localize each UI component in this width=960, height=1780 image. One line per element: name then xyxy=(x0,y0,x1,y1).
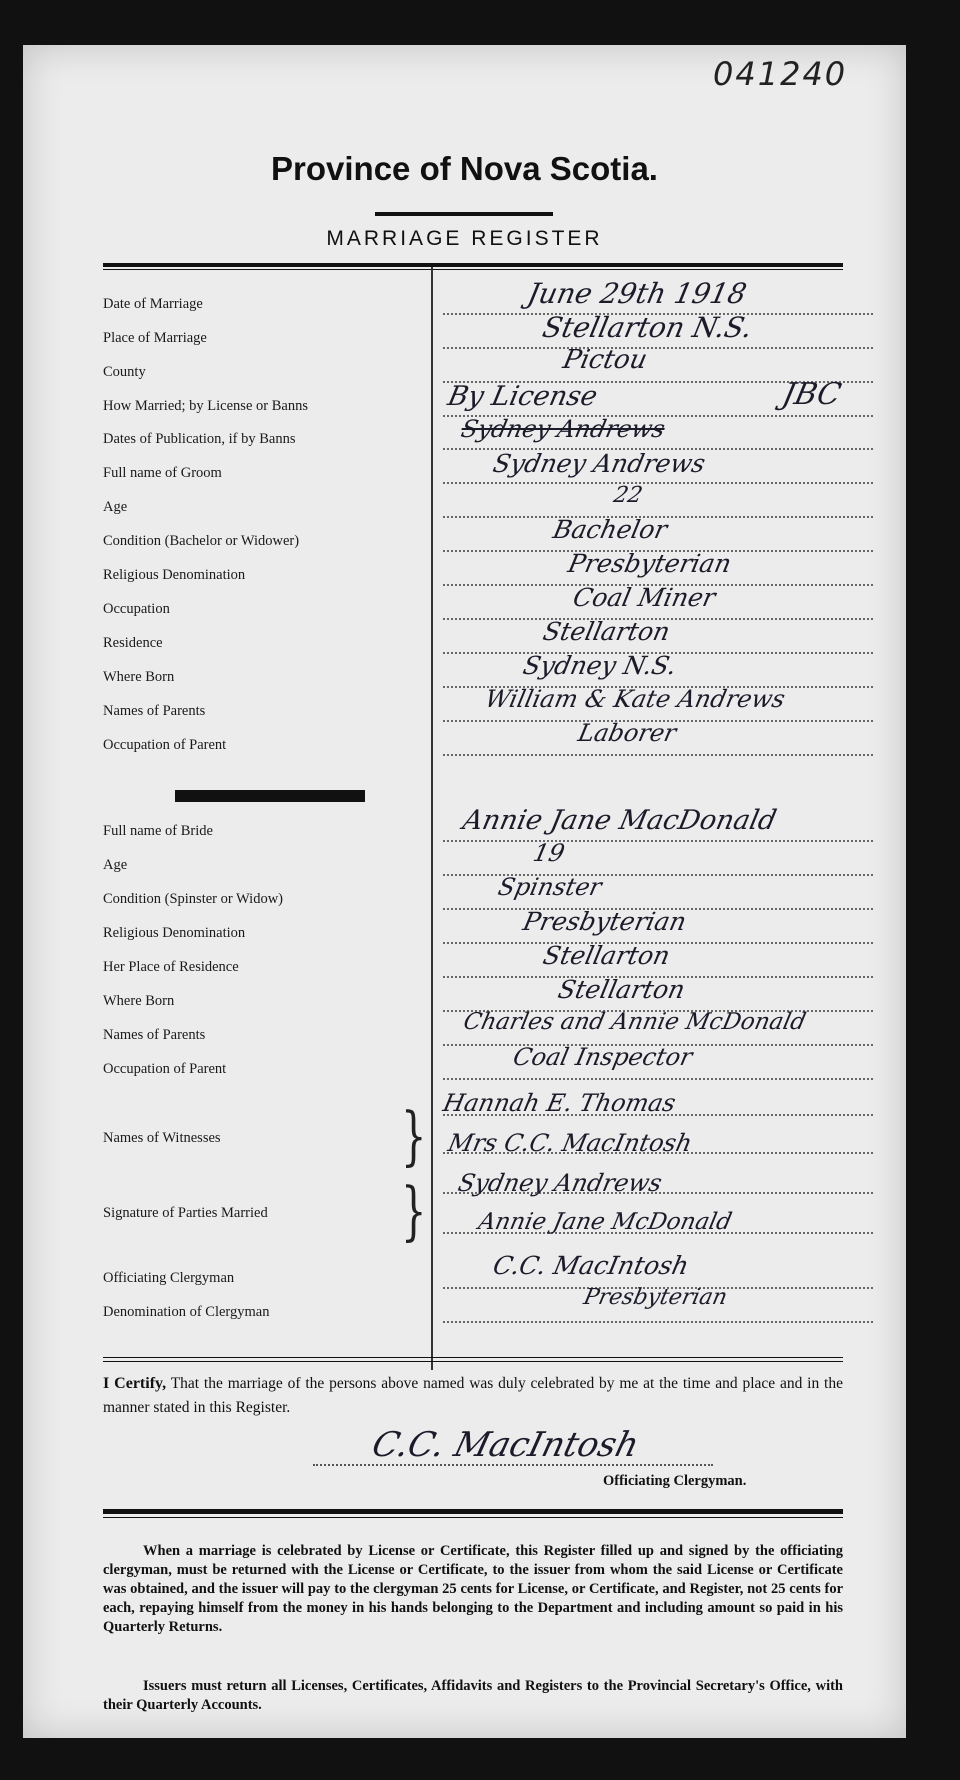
value-groom-name: Sydney Andrews xyxy=(490,449,708,478)
certify-heading: I Certify, xyxy=(103,1375,167,1392)
form-subtitle: MARRIAGE REGISTER xyxy=(326,227,603,250)
value-clergy-denomination: Presbyterian xyxy=(581,1285,730,1310)
field-label-clergy-denomination: Denomination of Clergyman xyxy=(103,1304,423,1326)
initials-mark: JBC xyxy=(779,377,845,412)
form-title: Province of Nova Scotia. xyxy=(271,150,658,187)
value-bride-where-born: Stellarton xyxy=(555,975,688,1004)
instructions-paragraph: When a marriage is celebrated by License or Certificate, this Register filled up and signed by the officiating clergyman, must be returned with the License or Certificate, to the issuer from whom the said License or Certificate was obtained, and the issuer will pay to the clergyman 25 cents for License, or Certificate, and Register, not 25 cents for each, repaying himself from the money in his hands belonging to the Department and including amount so paid in his Quarterly Returns. xyxy=(103,1543,843,1635)
field-label-witnesses: Names of Witnesses xyxy=(103,1130,393,1152)
value-witness-2: Mrs C.C. MacIntosh xyxy=(445,1129,695,1157)
value-groom-age: 22 xyxy=(611,483,645,508)
value-date-of-marriage: June 29th 1918 xyxy=(524,277,750,310)
notice-rule xyxy=(103,1509,843,1514)
field-label-county: County xyxy=(103,364,423,386)
value-place-of-marriage: Stellarton N.S. xyxy=(539,311,756,344)
field-label-clergyman: Officiating Clergyman xyxy=(103,1270,423,1292)
notice-rule-thin xyxy=(103,1517,843,1518)
field-label-how-married: How Married; by License or Banns xyxy=(103,398,423,420)
field-label-bride-parents: Names of Parents xyxy=(103,1027,423,1049)
value-bride-parent-occupation: Coal Inspector xyxy=(510,1043,695,1071)
field-label-groom-parent-occupation: Occupation of Parent xyxy=(103,737,423,759)
value-groom-parents: William & Kate Andrews xyxy=(482,685,788,713)
value-dates-of-publication: Sydney Andrews xyxy=(458,415,668,443)
field-label-groom-religion: Religious Denomination xyxy=(103,567,423,589)
value-bride-age: 19 xyxy=(530,839,568,867)
instructions-paragraph-2: Issuers must return all Licenses, Certificates, Affidavits and Registers to the Provincial Secretary's Office, with their Quarterly Accounts. xyxy=(103,1678,843,1713)
certification-statement xyxy=(103,1372,843,1420)
value-bride-religion: Presbyterian xyxy=(520,907,689,936)
field-label-dates-of-publication: Dates of Publication, if by Banns xyxy=(103,431,423,453)
column-divider xyxy=(431,267,433,1370)
field-label-bride-age: Age xyxy=(103,857,423,879)
value-witness-1: Hannah E. Thomas xyxy=(440,1089,679,1117)
certify-rule-2 xyxy=(103,1361,843,1362)
header-rule xyxy=(103,263,843,267)
value-bride-signature: Annie Jane McDonald xyxy=(476,1209,735,1235)
value-bride-condition: Spinster xyxy=(495,873,605,901)
value-bride-parents: Charles and Annie McDonald xyxy=(461,1009,809,1035)
value-how-married: By License xyxy=(445,381,601,412)
value-county: Pictou xyxy=(560,345,650,375)
value-groom-occupation: Coal Miner xyxy=(570,583,719,612)
field-label-bride-religion: Religious Denomination xyxy=(103,925,423,947)
value-groom-parent-occupation: Laborer xyxy=(575,719,679,747)
value-groom-condition: Bachelor xyxy=(550,515,670,544)
register-form xyxy=(23,45,906,1738)
field-label-bride-residence: Her Place of Residence xyxy=(103,959,423,981)
certify-text: That the marriage of the persons above named was duly celebrated by me at the time and place and in the manner stated in this Register. xyxy=(103,1375,843,1416)
field-label-date-of-marriage: Date of Marriage xyxy=(103,296,423,318)
field-label-groom-condition: Condition (Bachelor or Widower) xyxy=(103,533,423,555)
field-label-bride-name: Full name of Bride xyxy=(103,823,423,845)
entry-line xyxy=(443,753,873,756)
field-label-groom-occupation: Occupation xyxy=(103,601,423,623)
header-rule-thin xyxy=(103,269,843,270)
value-groom-where-born: Sydney N.S. xyxy=(520,651,680,680)
document-serial-number: 041240 xyxy=(713,55,848,93)
field-label-groom-name: Full name of Groom xyxy=(103,465,423,487)
signature-brace: } xyxy=(401,1175,427,1249)
field-label-place-of-marriage: Place of Marriage xyxy=(103,330,423,352)
value-groom-religion: Presbyterian xyxy=(565,549,734,578)
field-label-groom-where-born: Where Born xyxy=(103,669,423,691)
value-clergyman: C.C. MacIntosh xyxy=(490,1251,692,1280)
entry-line xyxy=(443,1077,873,1080)
field-label-bride-condition: Condition (Spinster or Widow) xyxy=(103,891,423,913)
value-bride-name: Annie Jane MacDonald xyxy=(460,805,780,836)
value-bride-residence: Stellarton xyxy=(540,941,673,970)
field-label-bride-parent-occupation: Occupation of Parent xyxy=(103,1061,423,1083)
certify-rule xyxy=(103,1357,843,1358)
clergyman-signature: C.C. MacIntosh xyxy=(368,1425,643,1465)
bride-section-bar xyxy=(175,790,365,802)
value-groom-signature: Sydney Andrews xyxy=(455,1169,665,1197)
field-label-groom-age: Age xyxy=(103,499,423,521)
field-label-signature-parties: Signature of Parties Married xyxy=(103,1205,393,1227)
field-label-groom-parents: Names of Parents xyxy=(103,703,423,725)
title-underline xyxy=(375,212,553,216)
field-label-groom-residence: Residence xyxy=(103,635,423,657)
witnesses-brace: } xyxy=(401,1100,427,1174)
field-label-bride-where-born: Where Born xyxy=(103,993,423,1015)
entry-line xyxy=(443,1320,873,1323)
value-groom-residence: Stellarton xyxy=(540,617,673,646)
signature-caption: Officiating Clergyman. xyxy=(603,1473,747,1489)
